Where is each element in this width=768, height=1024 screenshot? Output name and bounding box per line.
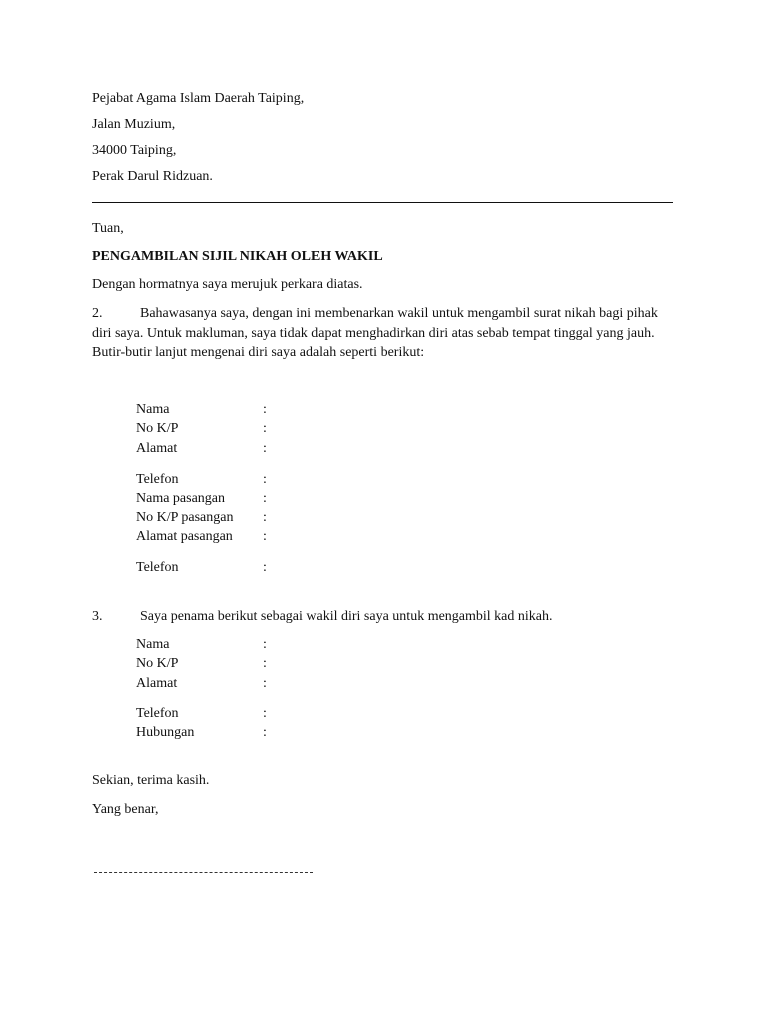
field-colon: : bbox=[263, 529, 267, 544]
applicant-field bbox=[136, 469, 267, 490]
applicant-field bbox=[136, 438, 267, 459]
field-label: Nama pasangan bbox=[136, 491, 226, 506]
field-colon: : bbox=[263, 421, 267, 436]
representative-field bbox=[136, 722, 267, 743]
subject-heading: PENGAMBILAN SIJIL NIKAH OLEH WAKIL bbox=[92, 249, 383, 264]
field-label: Telefon bbox=[136, 706, 179, 721]
field-colon: : bbox=[263, 560, 267, 575]
field-colon: : bbox=[263, 491, 267, 506]
representative-field bbox=[136, 634, 267, 655]
paragraph-2-text: Bahawasanya saya, dengan ini membenarkan wakil untuk mengambil surat nikah bagi pihak diri saya. Untuk makluman, saya tidak dapat menghadirkan diri atas sebab tempat tinggal yang jauh. Butir-butir lanjut mengenai diri saya adalah seperti berikut: bbox=[92, 306, 658, 360]
field-colon: : bbox=[263, 725, 267, 740]
field-colon: : bbox=[263, 706, 267, 721]
field-colon: : bbox=[263, 676, 267, 691]
salutation: Tuan, bbox=[92, 221, 124, 236]
closing-sentence: Sekian, terima kasih. bbox=[92, 773, 210, 788]
field-label: Telefon bbox=[136, 472, 179, 487]
applicant-field bbox=[136, 488, 267, 509]
address-line-3: 34000 Taiping, bbox=[92, 143, 177, 158]
representative-field bbox=[136, 673, 267, 694]
address-line-1: Pejabat Agama Islam Daerah Taiping, bbox=[92, 91, 305, 106]
field-label: Nama bbox=[136, 637, 170, 652]
applicant-field bbox=[136, 399, 267, 420]
field-label: Telefon bbox=[136, 560, 179, 575]
address-divider bbox=[92, 202, 673, 203]
field-label: Alamat bbox=[136, 676, 178, 691]
applicant-field bbox=[136, 418, 267, 439]
applicant-field bbox=[136, 526, 267, 547]
field-label: Alamat pasangan bbox=[136, 529, 233, 544]
field-label: No K/P pasangan bbox=[136, 510, 234, 525]
address-line-4: Perak Darul Ridzuan. bbox=[92, 169, 213, 184]
signoff: Yang benar, bbox=[92, 802, 159, 817]
field-colon: : bbox=[263, 510, 267, 525]
paragraph-2 bbox=[92, 304, 674, 363]
field-colon: : bbox=[263, 472, 267, 487]
paragraph-3-text: Saya penama berikut sebagai wakil diri saya untuk mengambil kad nikah. bbox=[140, 609, 553, 624]
field-label: No K/P bbox=[136, 656, 179, 671]
paragraph-3-number: 3. bbox=[92, 609, 103, 624]
field-label: No K/P bbox=[136, 421, 179, 436]
paragraph-3 bbox=[92, 606, 553, 627]
paragraph-2-number: 2. bbox=[92, 306, 103, 321]
field-label: Alamat bbox=[136, 441, 178, 456]
field-label: Nama bbox=[136, 402, 170, 417]
field-label: Hubungan bbox=[136, 725, 195, 740]
representative-field bbox=[136, 703, 267, 724]
applicant-field bbox=[136, 557, 267, 578]
representative-field bbox=[136, 653, 267, 674]
field-colon: : bbox=[263, 637, 267, 652]
field-colon: : bbox=[263, 656, 267, 671]
applicant-field bbox=[136, 507, 267, 528]
opening-sentence: Dengan hormatnya saya merujuk perkara diatas. bbox=[92, 277, 363, 292]
field-colon: : bbox=[263, 402, 267, 417]
address-line-2: Jalan Muzium, bbox=[92, 117, 176, 132]
signature-line bbox=[94, 872, 313, 873]
field-colon: : bbox=[263, 441, 267, 456]
